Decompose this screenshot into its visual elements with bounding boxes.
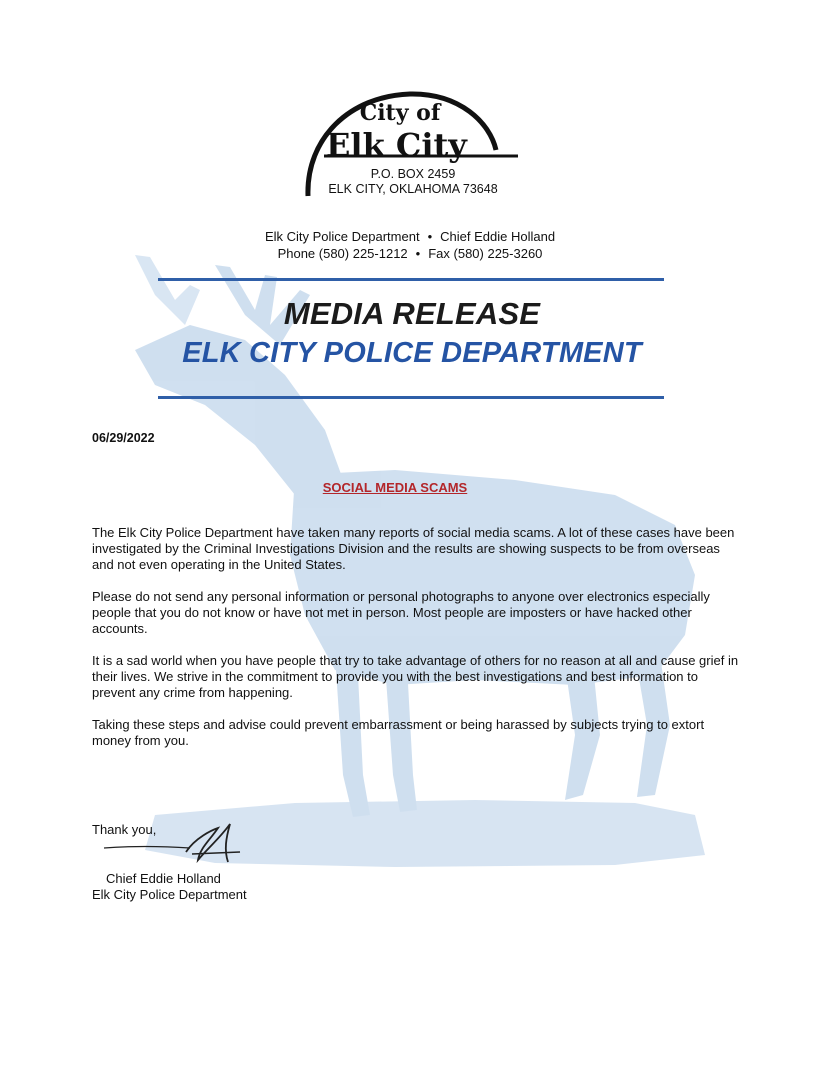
department-name: Elk City Police Department	[264, 229, 420, 244]
fax-number: Fax (580) 225-3260	[428, 246, 543, 261]
separator-bullet: •	[427, 229, 433, 244]
department-chief-line	[160, 229, 660, 244]
signatory-department: Elk City Police Department	[92, 887, 247, 902]
address-city-state: ELK CITY, OKLAHOMA 73648	[328, 182, 498, 196]
logo-city-of: City of	[359, 100, 441, 126]
body-paragraph: The Elk City Police Department have taken many reports of social media scams. A lot of these cases have been investigated by the Criminal Investigations Division and the results are showing suspects to be from overseas and not even operating in the United States.	[92, 525, 735, 572]
top-divider	[158, 278, 664, 281]
department-banner-title: ELK CITY POLICE DEPARTMENT	[182, 337, 642, 369]
logo-elk-city: Elk City	[326, 126, 467, 164]
body-paragraph: Taking these steps and advise could prevent embarrassment or being harassed by subjects trying to extort money from you.	[92, 717, 705, 748]
separator-bullet: •	[415, 246, 421, 261]
body-paragraph: Please do not send any personal information or personal photographs to anyone over electronics especially people that you do not know or have not met in person. Most people are imposters or have hacked other accounts.	[92, 589, 710, 636]
release-date: 06/29/2022	[92, 431, 155, 445]
release-subject: SOCIAL MEDIA SCAMS	[322, 480, 468, 495]
phone-number: Phone (580) 225-1212	[277, 246, 408, 261]
media-release-title: MEDIA RELEASE	[283, 296, 541, 331]
chief-name: Chief Eddie Holland	[440, 229, 556, 244]
body-paragraph: It is a sad world when you have people that try to take advantage of others for no reason at all and cause grief in their lives. We strive in the commitment to provide you with the best investigations and best information to prevent any crime from happening.	[92, 653, 739, 700]
address-po-box: P.O. BOX 2459	[370, 167, 456, 181]
bottom-divider	[158, 396, 664, 399]
signatory-name: Chief Eddie Holland	[106, 871, 221, 886]
contact-line	[160, 246, 660, 261]
signature-icon	[100, 818, 250, 866]
closing-salutation: Thank you,	[92, 822, 157, 837]
